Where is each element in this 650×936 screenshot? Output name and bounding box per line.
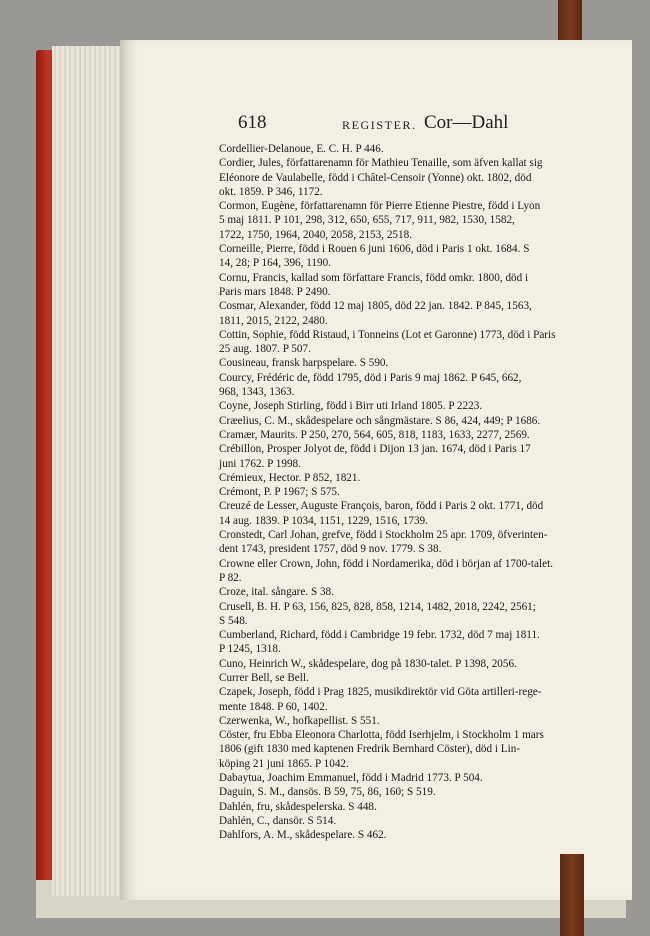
register-entry-continuation: 25 aug. 1807. P 507. xyxy=(219,343,311,356)
register-entry-continuation: 14, 28; P 164, 396, 1190. xyxy=(219,257,331,270)
register-entry: Currer Bell, se Bell. xyxy=(219,671,309,684)
register-entry: Cöster, fru Ebba Eleonora Charlotta, född Iserhjelm, i Stockholm 1 mars xyxy=(219,729,544,742)
register-entry: Crusell, B. H. P 63, 156, 825, 828, 858, 1214, 1482, 2018, 2242, 2561; xyxy=(219,600,536,613)
register-entry-continuation: S 548. xyxy=(219,614,248,627)
register-entry: Daguin, S. M., dansös. B 59, 75, 86, 160; S 519. xyxy=(219,786,436,799)
register-entry: Cordier, Jules, författarenamn för Mathieu Tenaille, som äfven kallat sig xyxy=(219,157,543,170)
register-entry: Cordellier-Delanoue, E. C. H. P 446. xyxy=(219,143,384,155)
register-entry-continuation: okt. 1859. P 346, 1172. xyxy=(219,185,323,198)
register-entries xyxy=(219,142,619,843)
register-entry: Cottin, Sophie, född Ristaud, i Tonneins (Lot et Garonne) 1773, död i Paris xyxy=(219,328,556,341)
register-entry: Cormon, Eugène, författarenamn för Pierre Etienne Piestre, född i Lyon xyxy=(219,200,541,213)
running-head: REGISTER. xyxy=(342,118,417,132)
register-entry: Crémont, P. P 1967; S 575. xyxy=(219,486,340,499)
register-entry-continuation: 14 aug. 1839. P 1034, 1151, 1229, 1516, 1739. xyxy=(219,514,428,527)
register-entry: Dabaytua, Joachim Emmanuel, född i Madrid 1773. P 504. xyxy=(219,772,483,785)
register-entry-continuation: köping 21 juni 1865. P 1042. xyxy=(219,757,349,770)
register-entry: Corneille, Pierre, född i Rouen 6 juni 1606, död i Paris 1 okt. 1684. S xyxy=(219,243,530,256)
bookmark-ribbon-bottom xyxy=(560,854,584,936)
register-entry: Cornu, Francis, kallad som författare Francis, född omkr. 1800, död i xyxy=(219,271,529,284)
register-entry: Dahlén, fru, skådespelerska. S 448. xyxy=(219,800,377,813)
register-entry: Dahlfors, A. M., skådespelare. S 462. xyxy=(219,829,387,842)
register-entry: Creuzé de Lesser, Auguste François, baron, född i Paris 2 okt. 1771, död xyxy=(219,500,544,513)
register-entry-continuation: 1811, 2015, 2122, 2480. xyxy=(219,314,328,327)
running-range: Cor—Dahl xyxy=(424,112,509,133)
register-entry: Cræelius, C. M., skådespelare och sångmästare. S 86, 424, 449; P 1686. xyxy=(219,414,541,427)
page-number: 618 xyxy=(238,112,267,133)
register-entry: Czapek, Joseph, född i Prag 1825, musikdirektör vid Göta artilleri-rege- xyxy=(219,686,542,699)
register-entry: Cronstedt, Carl Johan, grefve, född i Stockholm 25 apr. 1709, öfverinten- xyxy=(219,529,548,542)
register-entry-continuation: 1722, 1750, 1964, 2040, 2058, 2153, 2518. xyxy=(219,228,412,241)
register-entry-continuation: juni 1762. P 1998. xyxy=(219,457,301,470)
register-entry-continuation: P 82. xyxy=(219,571,242,584)
register-entry: Crémieux, Hector. P 852, 1821. xyxy=(219,471,361,484)
register-entry-continuation: 968, 1343, 1363. xyxy=(219,386,295,399)
register-entry: Dahlén, C., dansör. S 514. xyxy=(219,814,337,827)
register-entry: Cosmar, Alexander, född 12 maj 1805, död 22 jan. 1842. P 845, 1563, xyxy=(219,300,532,313)
register-entry-continuation: dent 1743, president 1757, död 9 nov. 1779. S 38. xyxy=(219,543,442,556)
register-entry-continuation: P 1245, 1318. xyxy=(219,643,281,656)
register-entry: Crébillon, Prosper Jolyot de, född i Dijon 13 jan. 1674, död i Paris 17 xyxy=(219,443,531,456)
register-entry: Czerwenka, W., hofkapellist. S 551. xyxy=(219,714,380,727)
register-entry: Crowne eller Crown, John, född i Nordamerika, död i början af 1700-talet. xyxy=(219,557,553,570)
register-entry: Cramær, Maurits. P 250, 270, 564, 605, 818, 1183, 1633, 2277, 2569. xyxy=(219,428,530,441)
register-entry: Courcy, Frédéric de, född 1795, död i Paris 9 maj 1862. P 645, 662, xyxy=(219,371,522,384)
register-entry-continuation: Eléonore de Vaulabelle, född i Châtel-Censoir (Yonne) okt. 1802, död xyxy=(219,171,532,184)
register-entry: Cumberland, Richard, född i Cambridge 19 febr. 1732, död 7 maj 1811. xyxy=(219,629,540,642)
register-entry-continuation: Paris mars 1848. P 2490. xyxy=(219,285,331,298)
register-entry: Coyne, Joseph Stirling, född i Birr uti Irland 1805. P 2223. xyxy=(219,400,483,413)
register-entry-continuation: 5 maj 1811. P 101, 298, 312, 650, 655, 717, 911, 982, 1530, 1582, xyxy=(219,214,515,227)
register-entry: Croze, ital. sångare. S 38. xyxy=(219,586,334,599)
register-entry: Cuno, Heinrich W., skådespelare, dog på 1830-talet. P 1398, 2056. xyxy=(219,657,517,670)
page-header xyxy=(238,112,568,138)
register-entry-continuation: 1806 (gift 1830 med kaptenen Fredrik Bernhard Cöster), död i Lin- xyxy=(219,743,521,756)
register-entry-continuation: mente 1848. P 60, 1402. xyxy=(219,700,328,713)
register-entry: Cousineau, fransk harpspelare. S 590. xyxy=(219,357,389,370)
